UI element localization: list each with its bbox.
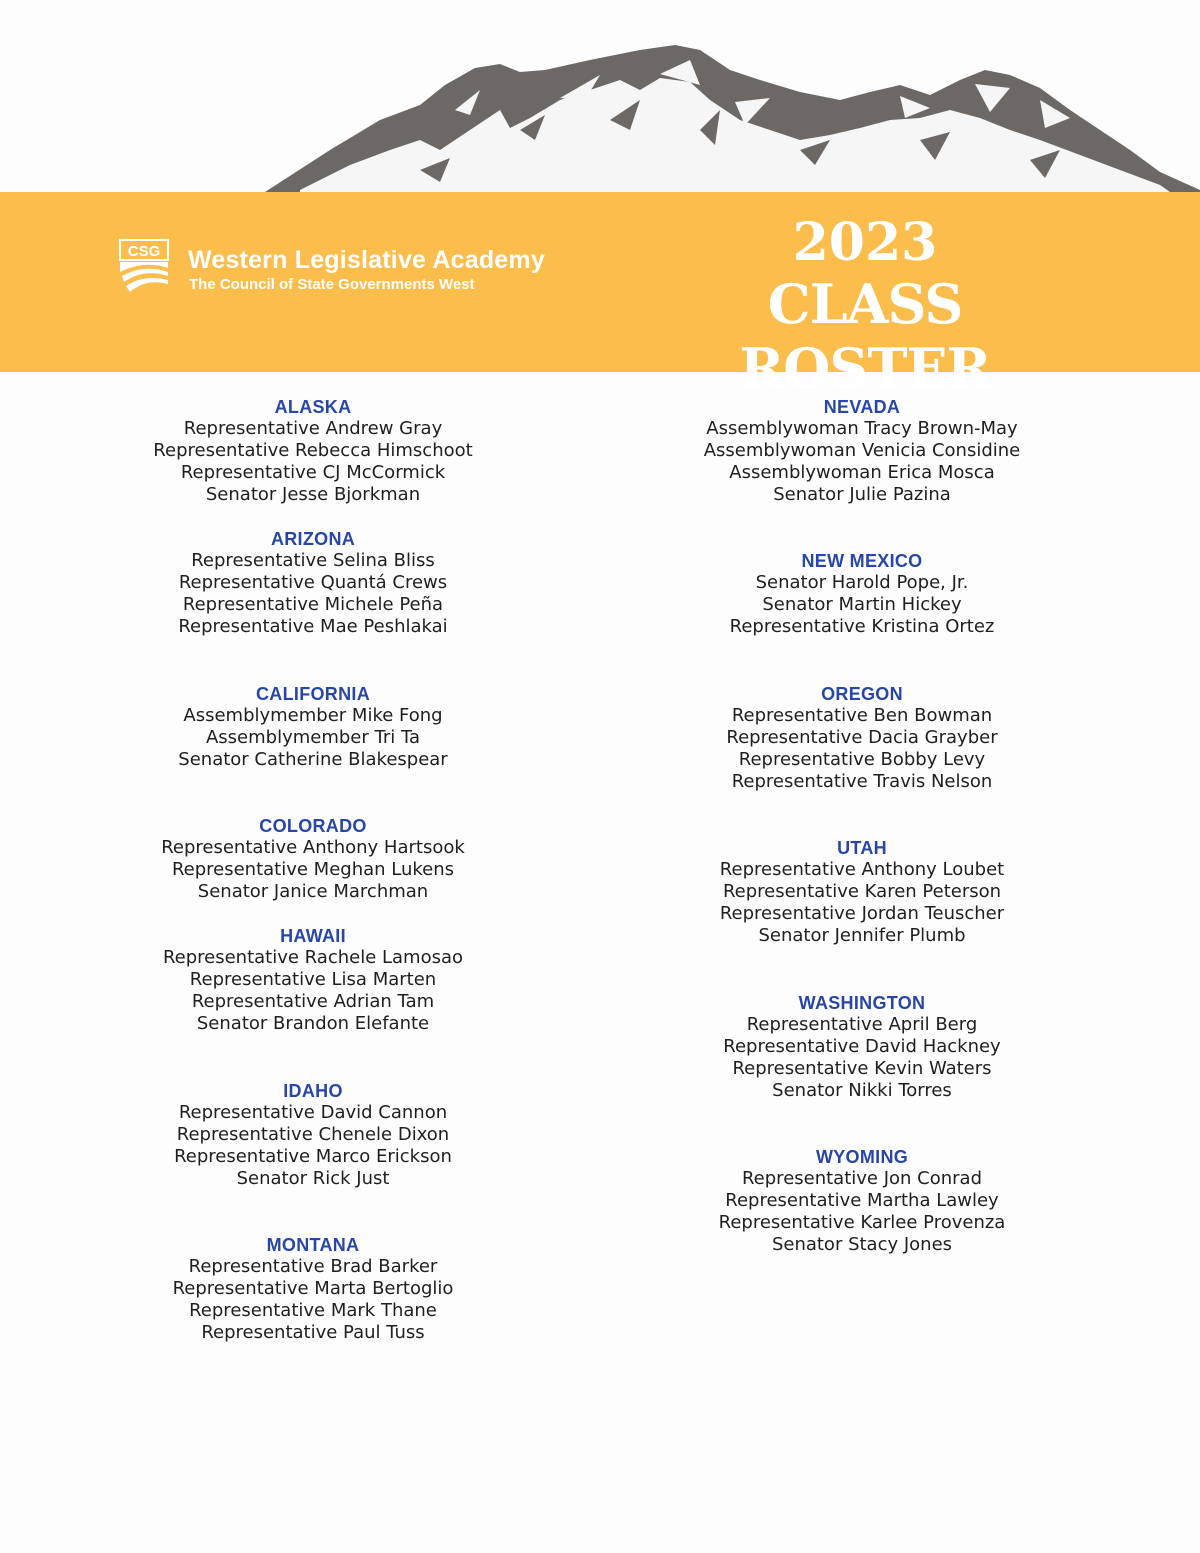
member: Assemblymember Mike Fong [183,705,443,726]
member: Representative David Cannon [178,1102,448,1123]
org-subtitle: The Council of State Governments West [189,276,475,293]
member: Representative Rachele Lamosao [162,947,464,968]
member: Senator Julie Pazina [773,484,951,505]
state-block-nevada [642,396,1082,506]
member: Representative Marta Bertoglio [172,1278,454,1299]
member: Representative Chenele Dixon [176,1124,450,1145]
state-name: HAWAII [280,926,346,946]
header-banner [0,192,1200,400]
member: Representative Lisa Marten [189,969,437,990]
state-block-new-mexico [642,550,1082,638]
member: Senator Stacy Jones [771,1234,953,1255]
member: Representative Travis Nelson [731,771,993,792]
member: Representative Quantá Crews [178,572,448,593]
member: Representative Brad Barker [188,1256,438,1277]
state-block-montana [93,1234,533,1344]
member: Representative Mark Thane [189,1300,437,1321]
state-name: NEVADA [823,397,901,417]
member: Senator Jesse Bjorkman [205,484,421,505]
member: Senator Rick Just [236,1168,390,1189]
member: Representative Jon Conrad [741,1168,983,1189]
csg-logo [118,238,170,296]
state-name: ARIZONA [270,529,356,549]
member: Assemblywoman Venicia Considine [703,440,1021,461]
state-block-hawaii [93,925,533,1035]
state-name: NEW MEXICO [801,551,923,571]
member: Representative April Berg [746,1014,978,1035]
state-block-washington [642,992,1082,1102]
state-block-alaska [93,396,533,506]
mountain-illustration [0,0,1200,200]
member: Representative Anthony Loubet [719,859,1005,880]
title-year: 2023 [792,212,938,273]
member: Representative Jordan Teuscher [719,903,1005,924]
member: Senator Harold Pope, Jr. [755,572,969,593]
state-name: CALIFORNIA [256,684,370,704]
member: Assemblywoman Tracy Brown-May [706,418,1018,439]
state-name: OREGON [821,684,903,704]
state-block-utah [642,837,1082,947]
member: Representative Karlee Provenza [718,1212,1006,1233]
title-text: CLASS ROSTER [739,272,991,400]
member: Senator Martin Hickey [762,594,962,615]
state-block-wyoming [642,1146,1082,1256]
member: Representative CJ McCormick [180,462,446,483]
member: Representative Karen Peterson [722,881,1002,902]
member: Assemblywoman Erica Mosca [729,462,995,483]
org-name: Western Legislative Academy [188,246,545,274]
member: Representative David Hackney [723,1036,1001,1057]
state-name: MONTANA [266,1235,360,1255]
member: Representative Mae Peshlakai [178,616,448,637]
member: Representative Paul Tuss [201,1322,425,1343]
member: Assemblymember Tri Ta [205,727,421,748]
member: Representative Rebecca Himschoot [153,440,473,461]
state-name: UTAH [837,838,887,858]
member: Representative Michele Peña [182,594,444,615]
state-block-california [93,683,533,771]
member: Representative Andrew Gray [183,418,443,439]
member: Representative Selina Bliss [191,550,435,571]
state-name: ALASKA [274,397,352,417]
state-block-idaho [93,1080,533,1190]
state-name: WASHINGTON [798,993,926,1013]
member: Senator Catherine Blakespear [178,749,448,770]
member: Representative Bobby Levy [738,749,986,770]
state-name: COLORADO [259,816,367,836]
member: Representative Adrian Tam [191,991,435,1012]
member: Senator Brandon Elefante [196,1013,430,1034]
member: Representative Kristina Ortez [729,616,995,637]
member: Senator Nikki Torres [772,1080,952,1101]
member: Representative Dacia Grayber [726,727,998,748]
state-name: IDAHO [283,1081,343,1101]
member: Representative Martha Lawley [725,1190,999,1211]
member: Representative Anthony Hartsook [161,837,465,858]
page-title [640,214,1090,400]
member: Representative Meghan Lukens [171,859,455,880]
member: Representative Ben Bowman [731,705,993,726]
member: Representative Marco Erickson [174,1146,452,1167]
state-block-arizona [93,528,533,638]
logo-abbr: CSG [127,243,161,260]
member: Senator Jennifer Plumb [758,925,966,946]
state-block-oregon [642,683,1082,793]
state-block-colorado [93,815,533,903]
member: Senator Janice Marchman [197,881,429,902]
member: Representative Kevin Waters [732,1058,992,1079]
state-name: WYOMING [815,1147,909,1167]
